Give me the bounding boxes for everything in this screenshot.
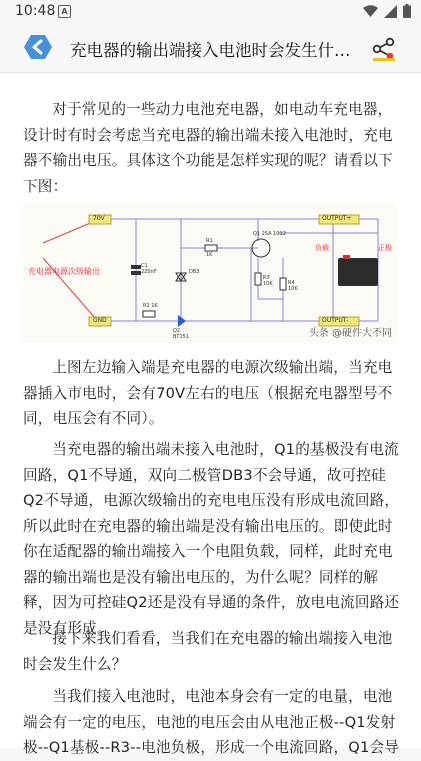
resistor-r1 (205, 245, 217, 251)
q1-value: 2SA 1012 (261, 231, 286, 237)
r3-value: 10K (263, 281, 273, 287)
notification-icon: A (58, 5, 71, 18)
r4-label: R4 (288, 280, 295, 286)
battery-positive-label: 正极 (378, 244, 392, 252)
circuit-diagram (23, 203, 398, 343)
r2-value: 1K (151, 303, 158, 309)
scr-q2 (178, 315, 186, 327)
back-button[interactable] (22, 32, 54, 62)
status-bar (0, 0, 421, 24)
output-negative-label: OUTPUT- (322, 317, 349, 324)
load-label: 负载 (315, 244, 329, 252)
c1-value: 220nF (141, 269, 157, 275)
share-button[interactable] (371, 36, 397, 62)
back-arrow-icon (22, 32, 54, 62)
watermark: 头条 @硬件大不同 (308, 328, 392, 339)
resistor-r2 (143, 311, 155, 317)
app-bar (0, 24, 421, 73)
output-positive-label: OUTPUT+ (322, 215, 352, 222)
status-icons (363, 4, 411, 18)
r1-value: 1K (206, 252, 213, 258)
input-positive-label: 70V (93, 215, 105, 222)
db3-label: DB3 (189, 269, 200, 275)
c1-label: C1 (141, 263, 148, 269)
input-negative-label: GND (93, 317, 107, 324)
share-icon (371, 36, 397, 62)
paragraph-input: 上图左边输入端是充电器的电源次级输出端，当充电器插入市电时，会有70V左右的电压（根据充电器型号不同，电压会有不同）。 (23, 359, 393, 427)
r4-value: 10K (288, 286, 298, 292)
r3-label: R3 (263, 275, 270, 281)
status-time: 10:48 (15, 3, 56, 19)
paragraph-intro: 对于常见的一些动力电池充电器，如电动车充电器，设计时有时会考虑当充电器的输出端未接入电池时，充电器不输出电压。具体这个功能是怎样实现的呢？请看以下下图： (23, 101, 393, 195)
paragraph-no-battery: 当充电器的输出端未接入电池时，Q1的基极没有电流回路，Q1不导通，双向二极管DB3不会导通，故可控硅Q2不导通，电源次级输出的充电电压没有形成电流回路，所以此时在充电器的输出端是没有输出电压的。即使此时你在适配器的输出端接入一个电阻负载，同样，此时充电器的输出端也是没有输出电压的，为什么呢？同样的解释，因为可控硅Q2还是没有导通的条件，放电电流回路还是没有形成。 (23, 441, 400, 637)
page-title: 充电器的输出端接入电池时会发生什… (70, 41, 351, 60)
r1-label: R1 (206, 238, 213, 244)
q2-label: Q2 (173, 328, 181, 334)
paragraph-with-battery: 当我们接入电池时，电池本身会有一定的电量，电池端会有一定的电压，电池的电压会由从电池正极--Q1发射极--Q1基极--R3--电池负极，形成一个电流回路，Q1会导 (23, 688, 400, 756)
article-content (0, 73, 421, 756)
wifi-icon (363, 5, 378, 18)
resistor-r3 (255, 273, 261, 285)
q1-label: Q1 (253, 231, 261, 237)
signal-icon (384, 5, 397, 18)
paragraph-question: 接下来我们看看，当我们在充电器的输出端接入电池时会发生什么？ (23, 630, 393, 673)
r2-label: R2 (143, 303, 150, 309)
capacitor-c1 (131, 265, 141, 269)
battery-icon (403, 4, 411, 18)
resistor-r4 (280, 278, 286, 290)
source-label: 充电器电源次级输出 (28, 267, 100, 276)
battery-image (338, 258, 378, 286)
q2-value: BT151 (173, 334, 190, 340)
